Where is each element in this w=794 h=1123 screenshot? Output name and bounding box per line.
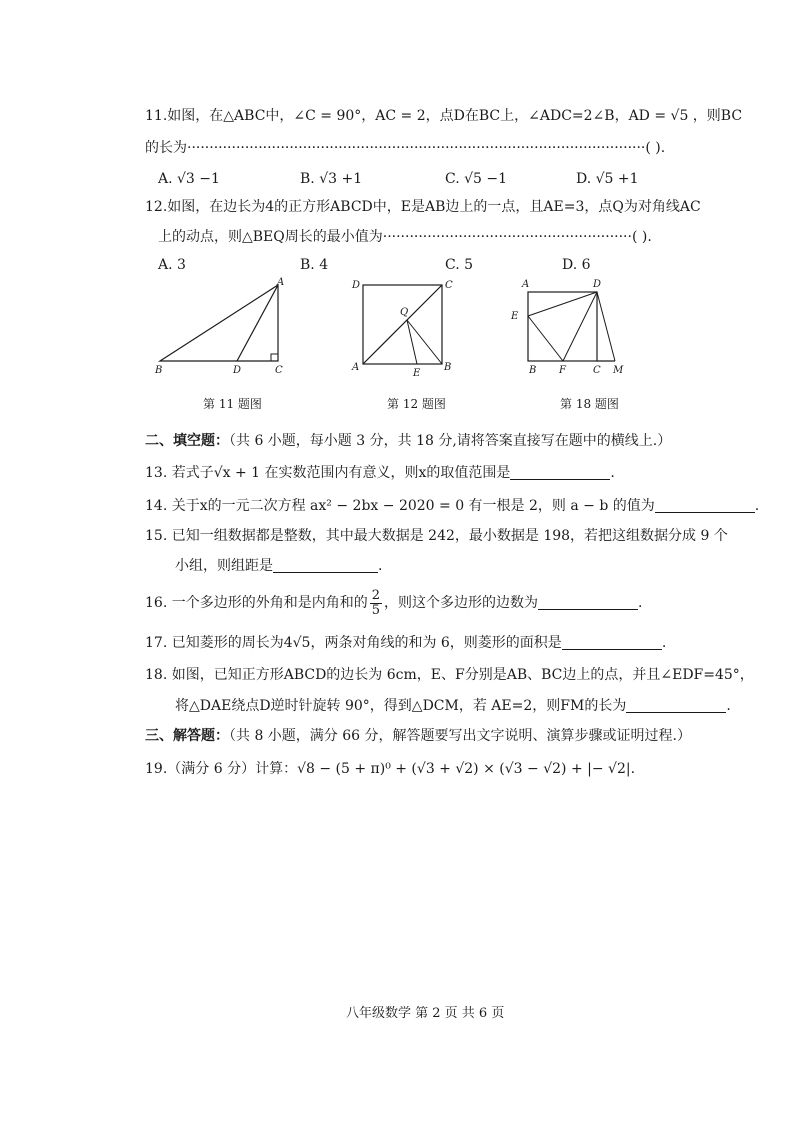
q18-answer-blank[interactable]	[626, 698, 726, 713]
fig11-label-a: A	[277, 277, 285, 288]
q11-option-a: A. √3 −1	[158, 171, 220, 187]
fig12-caption: 第 12 题图	[387, 397, 446, 411]
q16	[145, 588, 642, 618]
q14-end: .	[754, 498, 760, 514]
fig18-label-c: C	[593, 365, 601, 376]
q16-answer-blank[interactable]	[538, 595, 638, 610]
q17-end: .	[661, 635, 667, 651]
q15-line2	[175, 557, 382, 575]
fig12-label-d: D	[352, 280, 361, 291]
q18-line1: 18. 如图，已知正方形ABCD的边长为 6cm，E、F分别是AB、BC边上的点，并且∠EDF=45°，	[145, 667, 754, 683]
q11-option-d: D. √5 +1	[576, 171, 639, 187]
q11-line2: 的长为·······································································································( ).	[145, 140, 666, 156]
fig12-label-c: C	[445, 280, 453, 291]
q14-text: 14. 关于x的一元二次方程 ax² − 2bx − 2020 = 0 有一根是 2，则 a − b 的值为	[145, 498, 655, 514]
q16-pre: 16. 一个多边形的外角和是内角和的	[145, 595, 368, 611]
q12-option-c: C. 5	[445, 257, 474, 273]
q15-end: .	[378, 558, 383, 574]
fig12-label-a: A	[352, 362, 360, 373]
section2-heading: 二、填空题：	[145, 433, 229, 449]
fig11-label-d: D	[233, 365, 242, 376]
fig18-label-f: F	[559, 365, 566, 376]
page-footer: 八年级数学 第 2 页 共 6 页	[346, 1006, 505, 1021]
q13-answer-blank[interactable]	[510, 465, 610, 480]
section2-desc: （共 6 小题，每小题 3 分，共 18 分,请将答案直接写在题中的横线上.）	[229, 433, 672, 449]
q18-line2	[175, 697, 731, 715]
section3-header	[145, 727, 691, 745]
q12-option-a: A. 3	[158, 257, 186, 273]
fig18-label-d: D	[593, 279, 602, 290]
fig11-label-b: B	[155, 365, 163, 376]
q13	[145, 464, 615, 482]
q19: 19.（满分 6 分）计算：√8 − (5 + π)⁰ + (√3 + √2) × (√3 − √2) + |− √2|.	[145, 761, 636, 777]
q17-answer-blank[interactable]	[562, 635, 662, 650]
q16-denominator: 5	[371, 602, 380, 618]
q16-post: ，则这个多边形的边数为	[384, 595, 538, 611]
q17	[145, 634, 666, 652]
q12-line2: 上的动点，则△BEQ周长的最小值为························································( ).	[158, 229, 652, 245]
fig18-label-m: M	[613, 365, 624, 376]
q14	[145, 497, 759, 515]
q15-answer-blank[interactable]	[273, 558, 378, 573]
q18-text: 将△DAE绕点D逆时针旋转 90°，得到△DCM，若 AE=2，则FM的长为	[175, 698, 627, 714]
q11-option-c: C. √5 −1	[445, 171, 508, 187]
q17-text: 17. 已知菱形的周长为4√5，两条对角线的和为 6，则菱形的面积是	[145, 635, 562, 651]
q13-end: .	[610, 465, 615, 481]
q18-end: .	[726, 698, 731, 714]
fig18-label-e: E	[511, 311, 519, 322]
fig18-label-a: A	[522, 279, 530, 290]
fig12-label-q: Q	[400, 307, 409, 318]
fig12-label-e: E	[413, 368, 421, 379]
fig18-caption: 第 18 题图	[560, 397, 619, 411]
figure-12	[345, 275, 465, 380]
section3-desc: （共 8 小题，满分 66 分，解答题要写出文字说明、演算步骤或证明过程.）	[229, 728, 691, 744]
q11-option-b: B. √3 +1	[300, 171, 363, 187]
figure-18	[505, 275, 635, 380]
q14-answer-blank[interactable]	[655, 498, 755, 513]
q11-line1: 11.如图，在△ABC中，∠C = 90°，AC = 2，点D在BC上，∠ADC=2∠B，AD = √5 ，则BC	[145, 108, 743, 124]
section2-header	[145, 432, 671, 450]
q15-text: 小组，则组距是	[175, 558, 273, 574]
q16-fraction	[370, 589, 382, 618]
q15-line1: 15. 已知一组数据都是整数，其中最大数据是 242，最小数据是 198，若把这组数据分成 9 个	[145, 528, 728, 544]
fig12-label-b: B	[444, 362, 452, 373]
q12-line1: 12.如图，在边长为4的正方形ABCD中，E是AB边上的一点，且AE=3，点Q为对角线AC	[145, 199, 701, 215]
q13-text: 13. 若式子√x + 1 在实数范围内有意义，则x的取值范围是	[145, 465, 511, 481]
q16-end: .	[638, 595, 643, 611]
fig11-caption: 第 11 题图	[203, 397, 262, 411]
q12-option-b: B. 4	[300, 257, 329, 273]
fig18-label-b: B	[529, 365, 537, 376]
fig11-label-c: C	[275, 365, 283, 376]
q12-option-d: D. 6	[562, 257, 591, 273]
figure-11	[150, 275, 300, 380]
section3-heading: 三、解答题：	[145, 728, 229, 744]
q16-numerator: 2	[371, 587, 380, 603]
